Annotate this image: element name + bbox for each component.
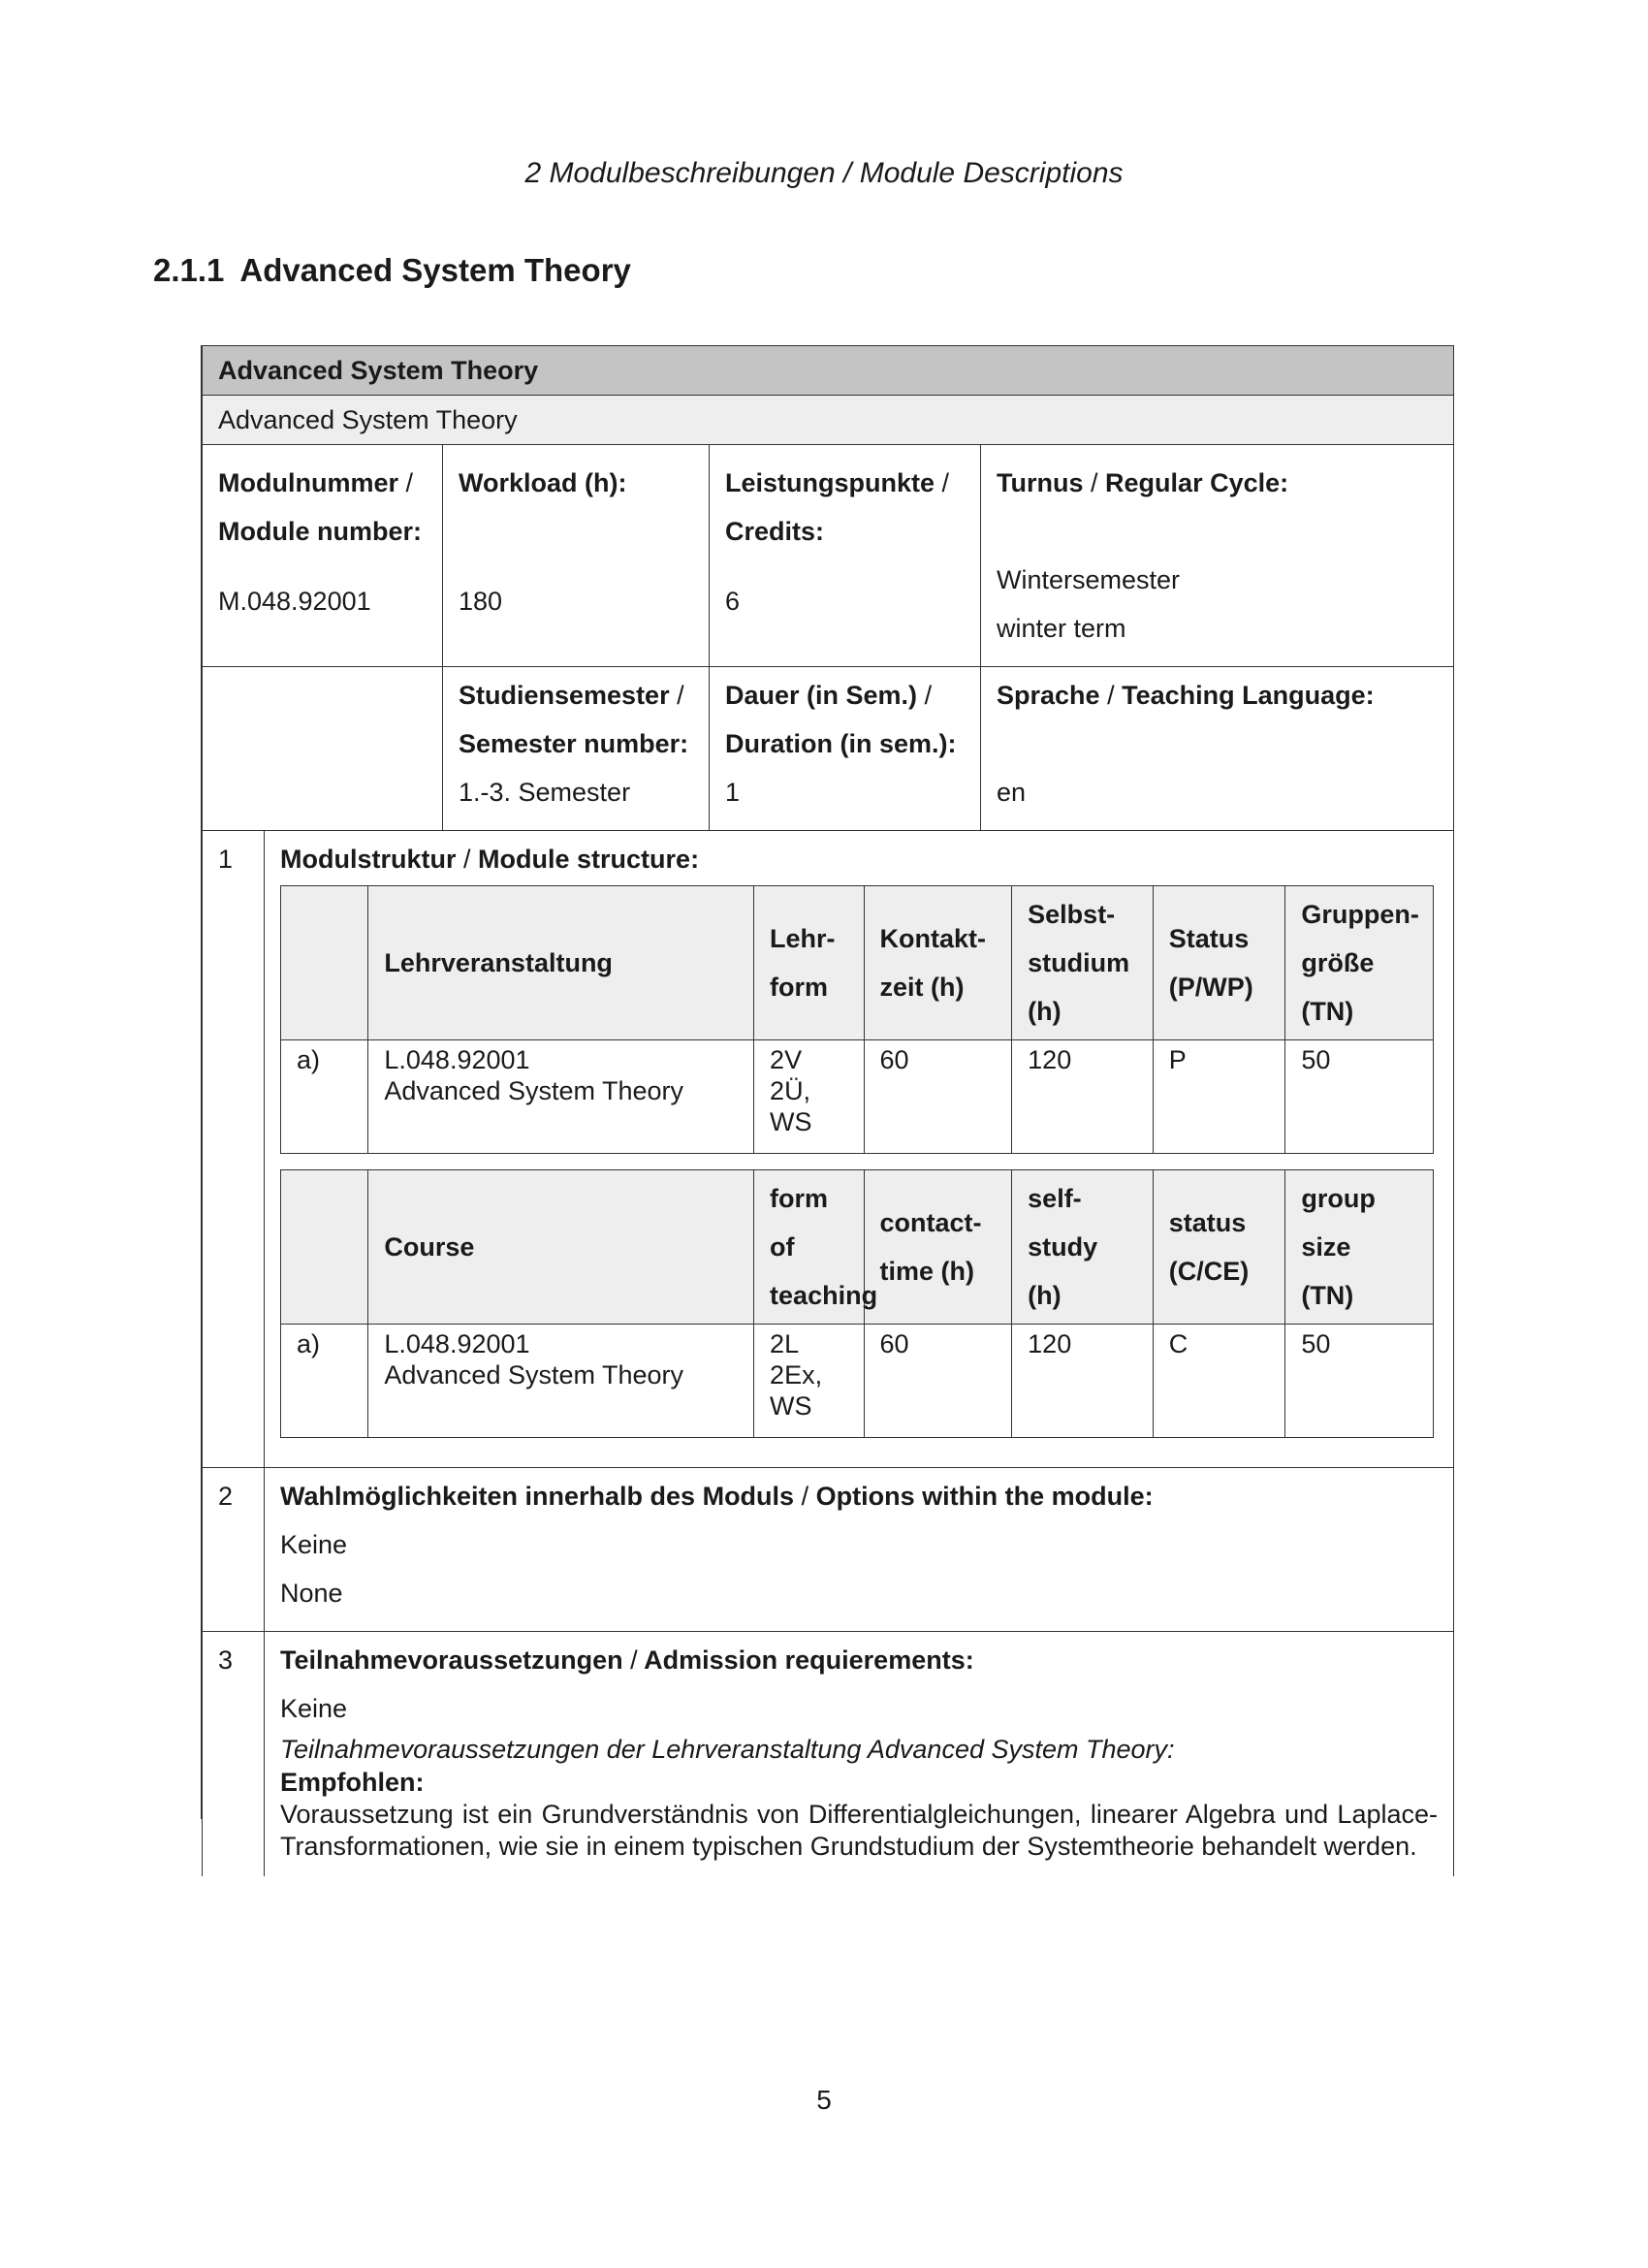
course-contact: 60	[864, 1040, 1012, 1154]
info-row-1	[203, 445, 1454, 667]
admission-row	[203, 1632, 1454, 1877]
credits-label: Leistungspunkte / Credits:	[725, 468, 950, 546]
course-form: 2L 2Ex, WS	[754, 1325, 864, 1438]
options-value-en: None	[280, 1579, 343, 1608]
module-number-label: Modulnummer / Module number:	[218, 468, 422, 546]
module-title: Advanced System Theory	[203, 346, 1454, 396]
admission-label-de: Teilnahmevoraussetzungen	[280, 1645, 623, 1675]
module-description-table	[201, 345, 1454, 1861]
options-row	[203, 1468, 1454, 1632]
duration-label: Dauer (in Sem.) / Duration (in sem.):	[725, 681, 957, 758]
recommended-label: Empfohlen:	[280, 1768, 425, 1797]
header-status: status (C/CE)	[1153, 1170, 1285, 1325]
header-contact: contact- time (h)	[864, 1170, 1012, 1325]
module-subtitle: Advanced System Theory	[203, 396, 1454, 445]
course-table-en	[280, 1169, 1434, 1438]
admission-label-en: Admission requierements:	[644, 1645, 974, 1675]
options-label: Wahlmöglichkeiten innerhalb des Moduls / Options within the module:	[280, 1482, 1154, 1511]
cycle-value-de: Wintersemester	[997, 565, 1181, 594]
cycle-value-en: winter term	[997, 614, 1126, 643]
course-prerequisites-note: Teilnahmevoraussetzungen der Lehrveranstaltung Advanced System Theory:	[280, 1735, 1175, 1764]
course-cell	[368, 1325, 754, 1438]
structure-number: 1	[203, 831, 265, 1468]
semester-label: Studiensemester / Semester number:	[459, 681, 689, 758]
course-code: L.048.92001	[384, 1045, 530, 1074]
row-index: a)	[281, 1040, 368, 1154]
options-label-en: Options within the module:	[815, 1482, 1154, 1511]
course-name: Advanced System Theory	[384, 1076, 684, 1105]
info-row-2	[203, 667, 1454, 831]
header-course: Lehrveranstaltung	[368, 886, 754, 1040]
module-table	[202, 345, 1454, 1876]
module-number-label-en: Module number:	[218, 517, 422, 546]
workload-value: 180	[459, 587, 503, 616]
semester-cell	[443, 667, 710, 831]
credits-label-en: Credits:	[725, 517, 825, 546]
course-contact: 60	[864, 1325, 1012, 1438]
cycle-label-de: Turnus	[997, 468, 1084, 497]
semester-label-de: Studiensemester	[459, 681, 670, 710]
page-number: 5	[816, 2085, 832, 2115]
cycle-label: Turnus / Regular Cycle:	[997, 468, 1289, 497]
options-value-de: Keine	[280, 1530, 348, 1559]
duration-cell	[710, 667, 981, 831]
language-label-en: Teaching Language:	[1122, 681, 1375, 710]
duration-label-en: Duration (in sem.):	[725, 729, 957, 758]
header-self-study: Selbst- studium (h)	[1012, 886, 1154, 1040]
module-number-value: M.048.92001	[218, 587, 371, 616]
credits-value: 6	[725, 587, 741, 616]
structure-label: Modulstruktur / Module structure:	[280, 845, 700, 874]
course-status: C	[1153, 1325, 1285, 1438]
section-number: 2.1.1	[153, 252, 225, 288]
options-label-de: Wahlmöglichkeiten innerhalb des Moduls	[280, 1482, 795, 1511]
course-table-de	[280, 885, 1434, 1154]
admission-value: Keine	[280, 1694, 348, 1723]
duration-value: 1	[725, 778, 741, 807]
language-label: Sprache / Teaching Language:	[997, 681, 1375, 710]
course-self-study: 120	[1012, 1325, 1154, 1438]
header-group: Gruppen- größe (TN)	[1285, 886, 1434, 1040]
course-form: 2V 2Ü, WS	[754, 1040, 864, 1154]
empty-cell	[203, 667, 443, 831]
structure-cell	[265, 831, 1454, 1468]
language-label-de: Sprache	[997, 681, 1100, 710]
course-name: Advanced System Theory	[384, 1360, 684, 1390]
semester-value: 1.-3. Semester	[459, 778, 631, 807]
semester-label-en: Semester number:	[459, 729, 689, 758]
options-number: 2	[203, 1468, 265, 1632]
course-self-study: 120	[1012, 1040, 1154, 1154]
credits-cell	[710, 445, 981, 667]
table-row	[281, 1325, 1434, 1438]
header-index-cell	[281, 886, 368, 1040]
row-index: a)	[281, 1325, 368, 1438]
table-row	[281, 1040, 1434, 1154]
running-header: 2 Modulbeschreibungen / Module Descriptions	[524, 157, 1124, 189]
structure-label-en: Module structure:	[478, 845, 700, 874]
course-group: 50	[1285, 1040, 1434, 1154]
workload-label: Workload (h):	[459, 468, 627, 497]
course-status: P	[1153, 1040, 1285, 1154]
header-form: Lehr- form	[754, 886, 864, 1040]
structure-row	[203, 831, 1454, 1468]
admission-number: 3	[203, 1632, 265, 1877]
course-cell	[368, 1040, 754, 1154]
header-contact: Kontakt- zeit (h)	[864, 886, 1012, 1040]
admission-cell	[265, 1632, 1454, 1877]
options-cell	[265, 1468, 1454, 1632]
recommended-text: Voraussetzung ist ein Grundverständnis von Differentialgleichungen, linearer Algebra und Laplace-Transformationen, wie sie in einem typischen Grundstudium der Systemtheorie behandelt werden.	[280, 1800, 1438, 1861]
language-cell	[981, 667, 1454, 831]
header-status: Status (P/WP)	[1153, 886, 1285, 1040]
header-index-cell	[281, 1170, 368, 1325]
section-title: Advanced System Theory	[239, 252, 631, 288]
course-code: L.048.92001	[384, 1329, 530, 1358]
section-heading	[153, 252, 631, 289]
module-number-label-de: Modulnummer	[218, 468, 398, 497]
admission-label: Teilnahmevoraussetzungen / Admission requierements:	[280, 1645, 974, 1675]
duration-label-de: Dauer (in Sem.)	[725, 681, 918, 710]
module-number-cell	[203, 445, 443, 667]
workload-cell	[443, 445, 710, 667]
header-group: group size (TN)	[1285, 1170, 1434, 1325]
header-self-study: self- study (h)	[1012, 1170, 1154, 1325]
language-value: en	[997, 778, 1027, 807]
credits-label-de: Leistungspunkte	[725, 468, 935, 497]
header-form: form of teaching	[754, 1170, 864, 1325]
cycle-label-en: Regular Cycle:	[1105, 468, 1289, 497]
cycle-cell	[981, 445, 1454, 667]
course-group: 50	[1285, 1325, 1434, 1438]
header-course: Course	[368, 1170, 754, 1325]
structure-label-de: Modulstruktur	[280, 845, 457, 874]
